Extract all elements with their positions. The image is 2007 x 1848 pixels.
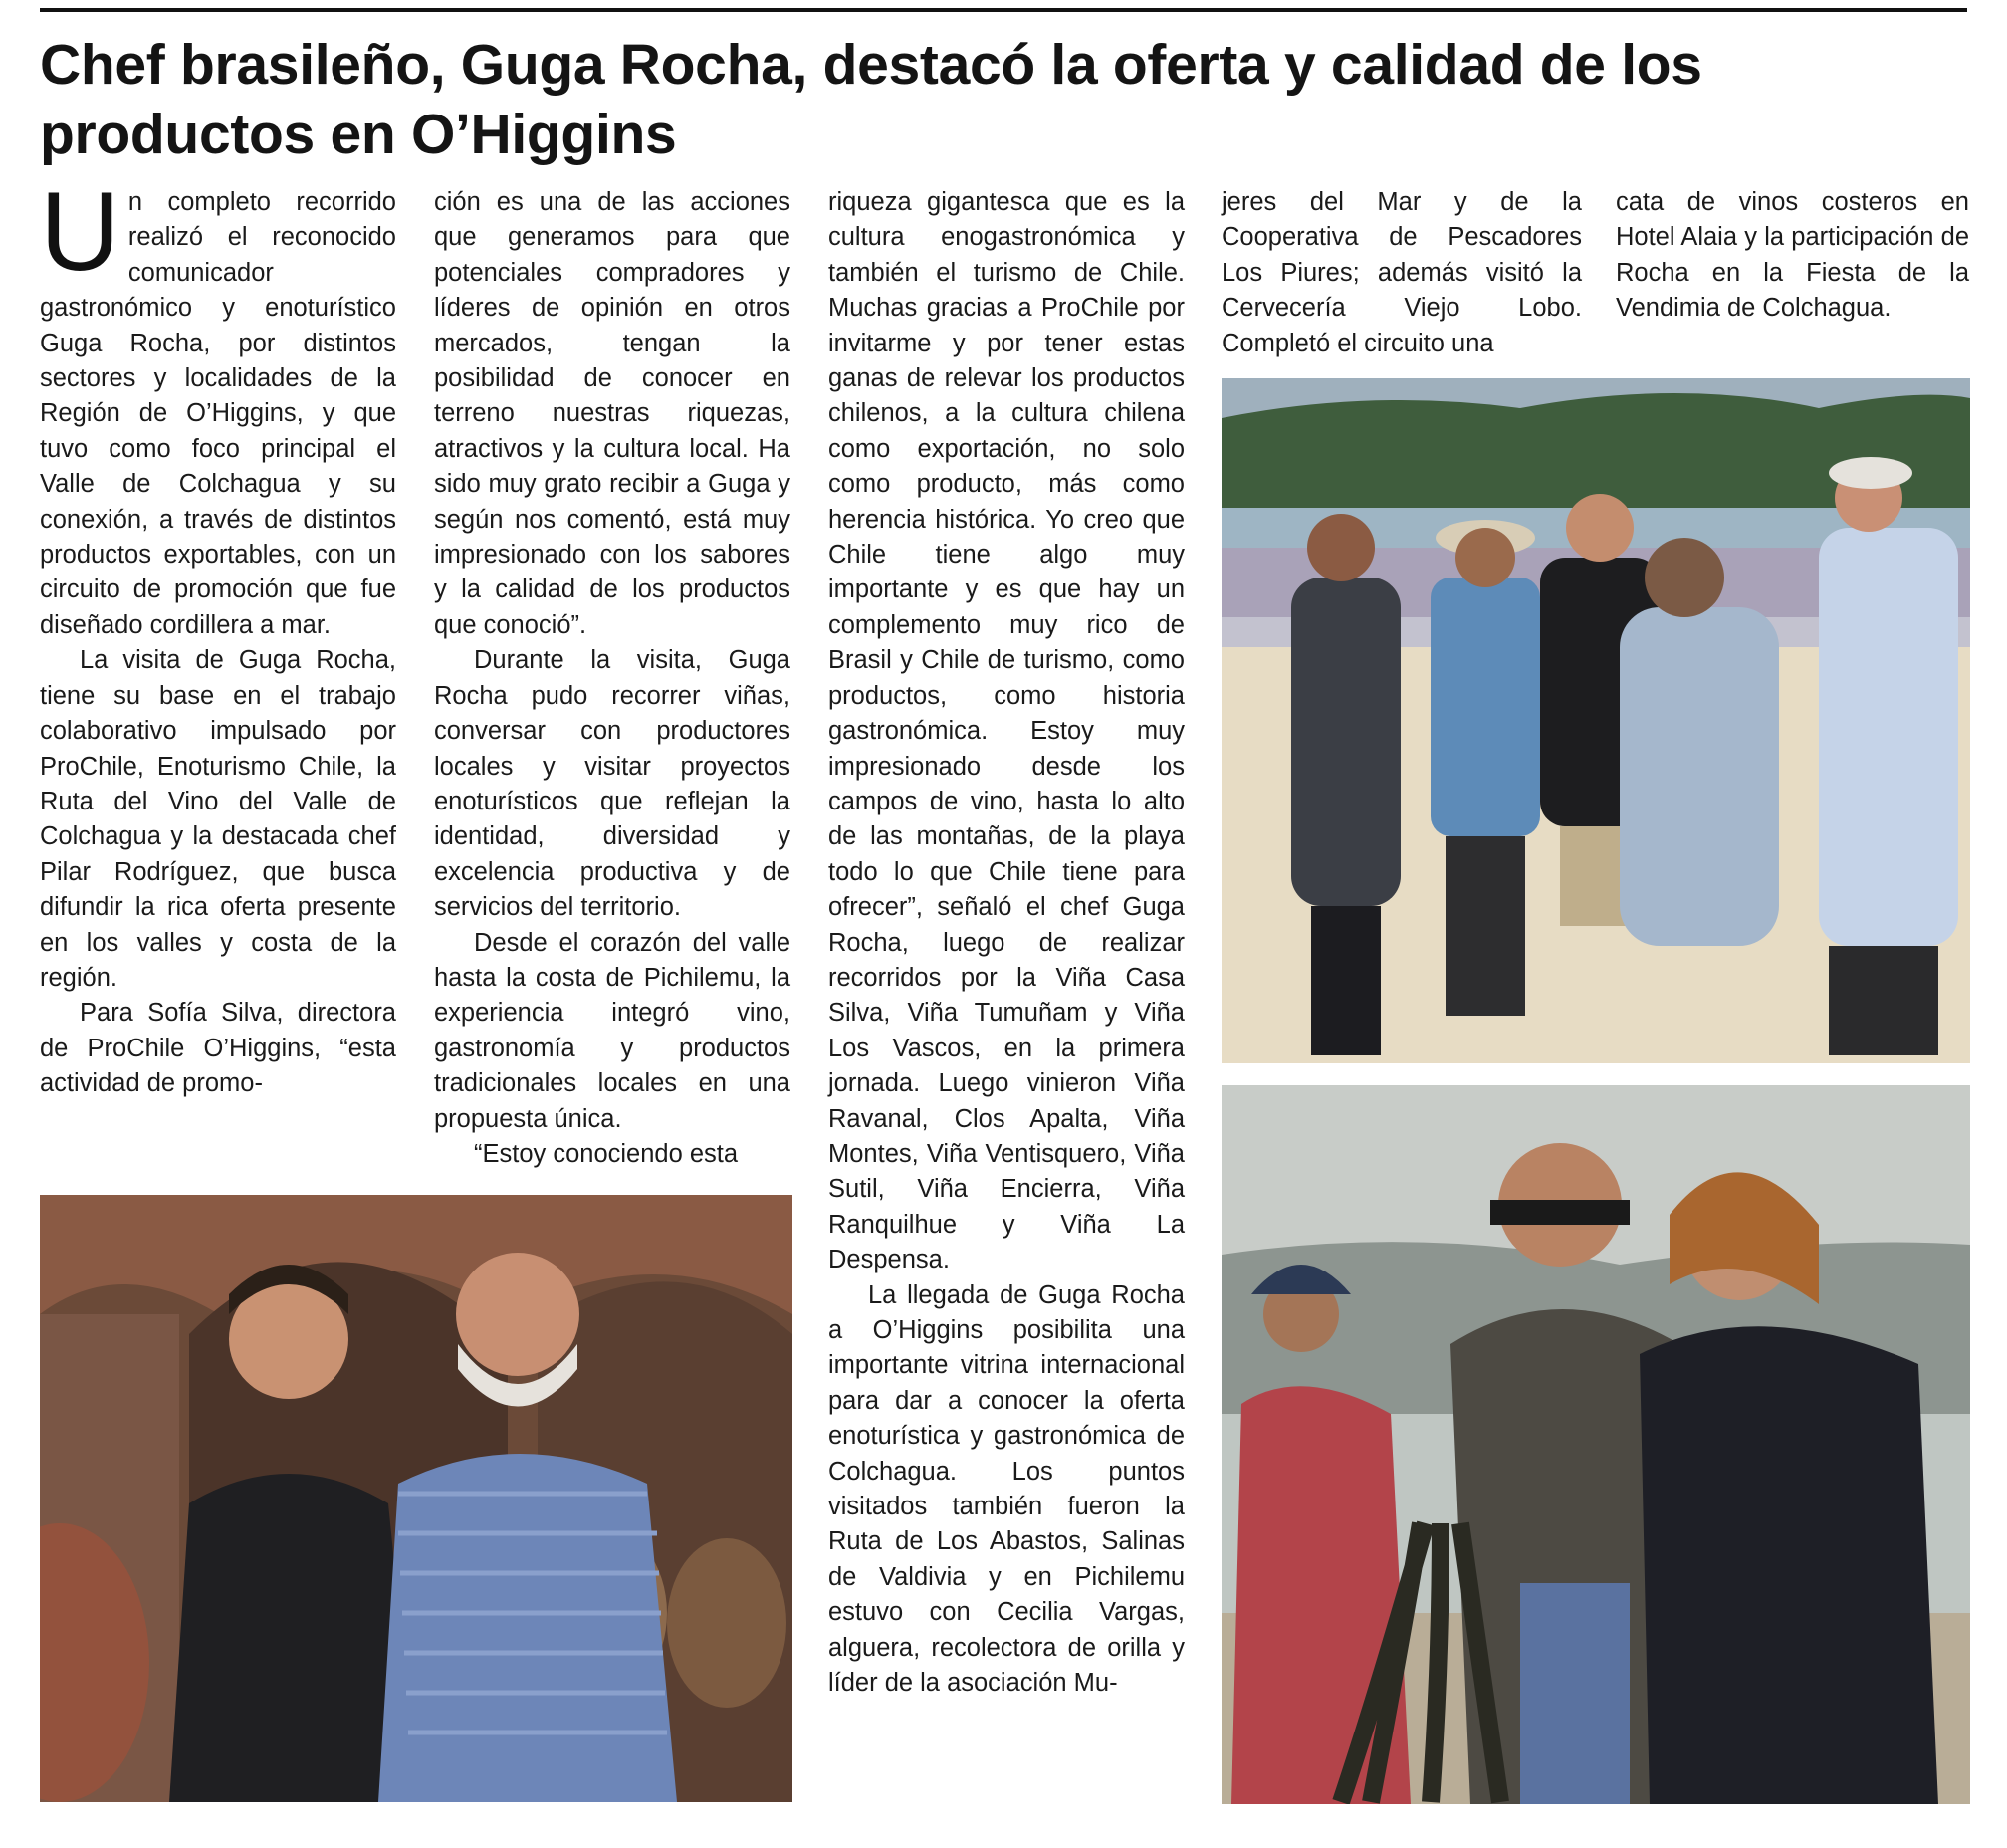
paragraph: Desde el corazón del valle hasta la costa de Pichilemu, la experiencia integró vino, gastronomía y productos tradicionales locales en una propuesta única. bbox=[434, 928, 790, 1133]
paragraph: “Estoy conociendo esta bbox=[474, 1139, 739, 1168]
article-column-4 bbox=[1222, 185, 1582, 361]
paragraph: Un completo recorrido realizó el reconocido comunicador gastronómico y enoturístico Guga Rocha, por distintos sectores y localidades de la Región de O’Higgins, y que tuvo como foco principal el Valle de Colchagua y su conexión, a través de distintos productos exportables, con un circuito de promoción que fue diseñado cordillera a mar. bbox=[40, 169, 396, 639]
drop-cap: U bbox=[40, 169, 120, 294]
paragraph: cata de vinos costeros en Hotel Alaia y la participación de Rocha en la Fiesta de la Vendimia de Colchagua. bbox=[1616, 188, 1969, 323]
paragraph: jeres del Mar y de la Cooperativa de Pescadores Los Piures; además visitó la Cervecería Viejo Lobo. Completó el circuito una bbox=[1222, 188, 1582, 357]
paragraph: Para Sofía Silva, directora de ProChile O’Higgins, “esta actividad de promo- bbox=[40, 999, 396, 1098]
article-column-5 bbox=[1616, 185, 1969, 327]
photo-beach-seaweed bbox=[1222, 1085, 1970, 1804]
article-column-2 bbox=[434, 185, 790, 1172]
paragraph: riqueza gigantesca que es la cultura enogastronómica y también el turismo de Chile. Muchas gracias a ProChile por invitarme y por tener estas ganas de relevar los productos chilenos, a la cultura chilena como exportación, no solo como producto, más como herencia histórica. Yo creo que Chile tiene algo muy importante y es que hay un complemento muy rico de Brasil y Chile de turismo, como productos, como historia gastronómica. Estoy muy impresionado desde los campos de vino, hasta lo alto de las montañas, de la playa todo lo que Chile tiene para ofrecer”, señaló el chef Guga Rocha, luego de realizar recorridos por la Viña Casa Silva, Viña Tumuñam y Viña Los Vascos, en la primera jornada. Luego vinieron Viña Ravanal, Clos Apalta, Viña Montes, Viña Ventisquero, Viña Sutil, Viña Encierra, Viña Ranquilhue y Viña La Despensa. bbox=[828, 188, 1185, 1274]
photo-wine-cellar bbox=[40, 1195, 792, 1802]
article-column-3 bbox=[828, 185, 1185, 1701]
paragraph: Durante la visita, Guga Rocha pudo recorrer viñas, conversar con productores locales y visitar proyectos enoturísticos que reflejan la identidad, diversidad y excelencia productiva y de servicios del territorio. bbox=[434, 646, 790, 922]
paragraph: La visita de Guga Rocha, tiene su base en el trabajo colaborativo impulsado por ProChile, Enoturismo Chile, la Ruta del Vino del Valle de Colchagua y la destacada chef Pilar Rodríguez, que busca difundir la rica oferta presente en los valles y costa de la región. bbox=[40, 646, 396, 992]
paragraph: ción es una de las acciones que generamos para que potenciales compradores y líderes de opinión en otros mercados, tengan la posibilidad de conocer en terreno nuestras riquezas, atractivos y la cultura local. Ha sido muy grato recibir a Guga y según nos comentó, está muy impresionado con los sabores y la calidad de los productos que conoció”. bbox=[434, 188, 790, 639]
paragraph: La llegada de Guga Rocha a O’Higgins posibilita una importante vitrina internacional para dar a conocer la oferta enoturística y gastronómica de Colchagua. Los puntos visitados también fueron la Ruta de Los Abastos, Salinas de Valdivia y en Pichilemu estuvo con Cecilia Vargas, alguera, recolectora de orilla y líder de la asociación Mu- bbox=[828, 1280, 1185, 1698]
top-rule bbox=[40, 8, 1967, 12]
photo-salt-flats bbox=[1222, 378, 1970, 1063]
article-column-1 bbox=[40, 169, 396, 1102]
article-headline: Chef brasileño, Guga Rocha, destacó la oferta y calidad de los productos en O’Higgins bbox=[40, 33, 1702, 166]
